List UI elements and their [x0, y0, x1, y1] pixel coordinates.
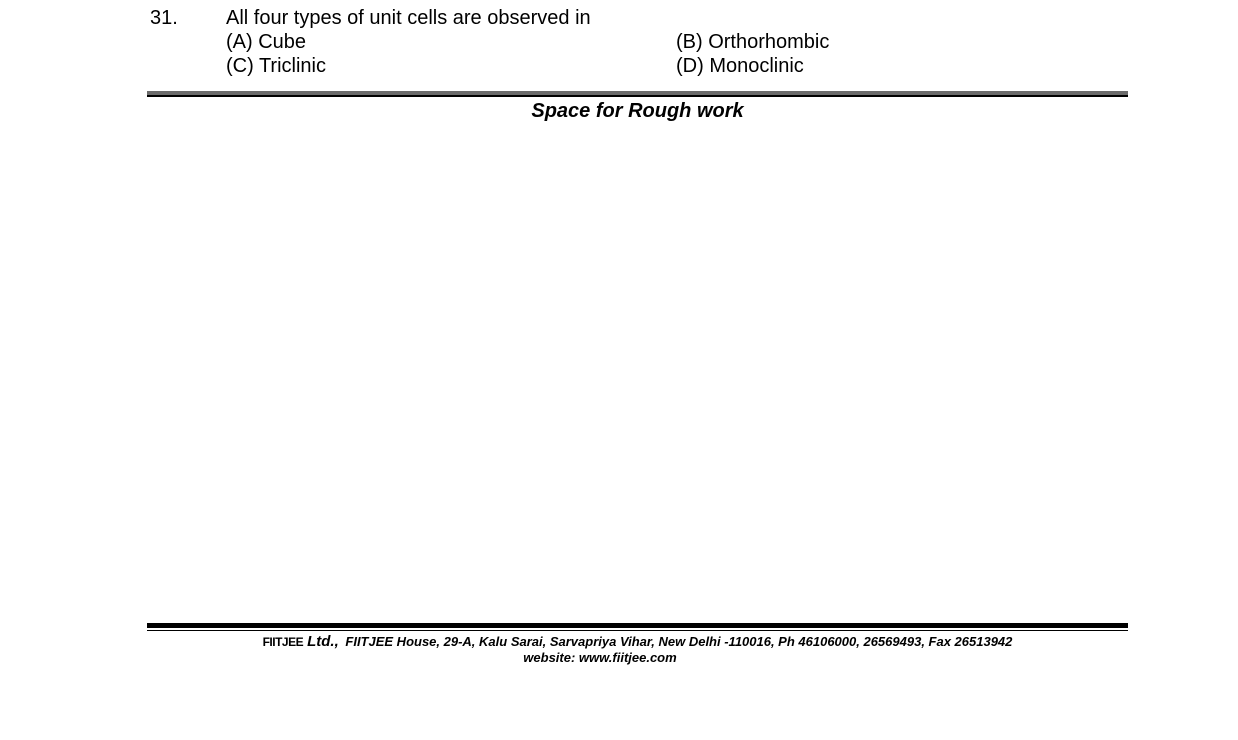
footer-address: FIITJEE House, 29-A, Kalu Sarai, Sarvapriya Vihar, New Delhi -110016, Ph 46106000, 26569493, Fax 26513942: [345, 634, 1013, 649]
option-d: (D) Monoclinic: [676, 55, 804, 77]
question-number: 31.: [150, 7, 178, 29]
option-a: (A) Cube: [226, 31, 307, 53]
option-c: (C) Triclinic: [226, 55, 326, 77]
rough-work-heading: Space for Rough work: [531, 100, 744, 122]
footer-logo: FIITJEE: [262, 635, 304, 649]
footer-divider-thick: [147, 623, 1128, 628]
option-b: (B) Orthorhombic: [676, 31, 830, 53]
footer-divider-thin: [147, 630, 1128, 631]
rough-work-area: [147, 126, 1128, 620]
footer-ltd: Ltd.,: [307, 633, 339, 650]
header-divider-thin: [147, 95, 1128, 97]
question-text: All four types of unit cells are observed in: [226, 7, 591, 29]
footer-website: website: www.fiitjee.com: [523, 650, 677, 665]
footer-address-line: [147, 634, 1128, 650]
